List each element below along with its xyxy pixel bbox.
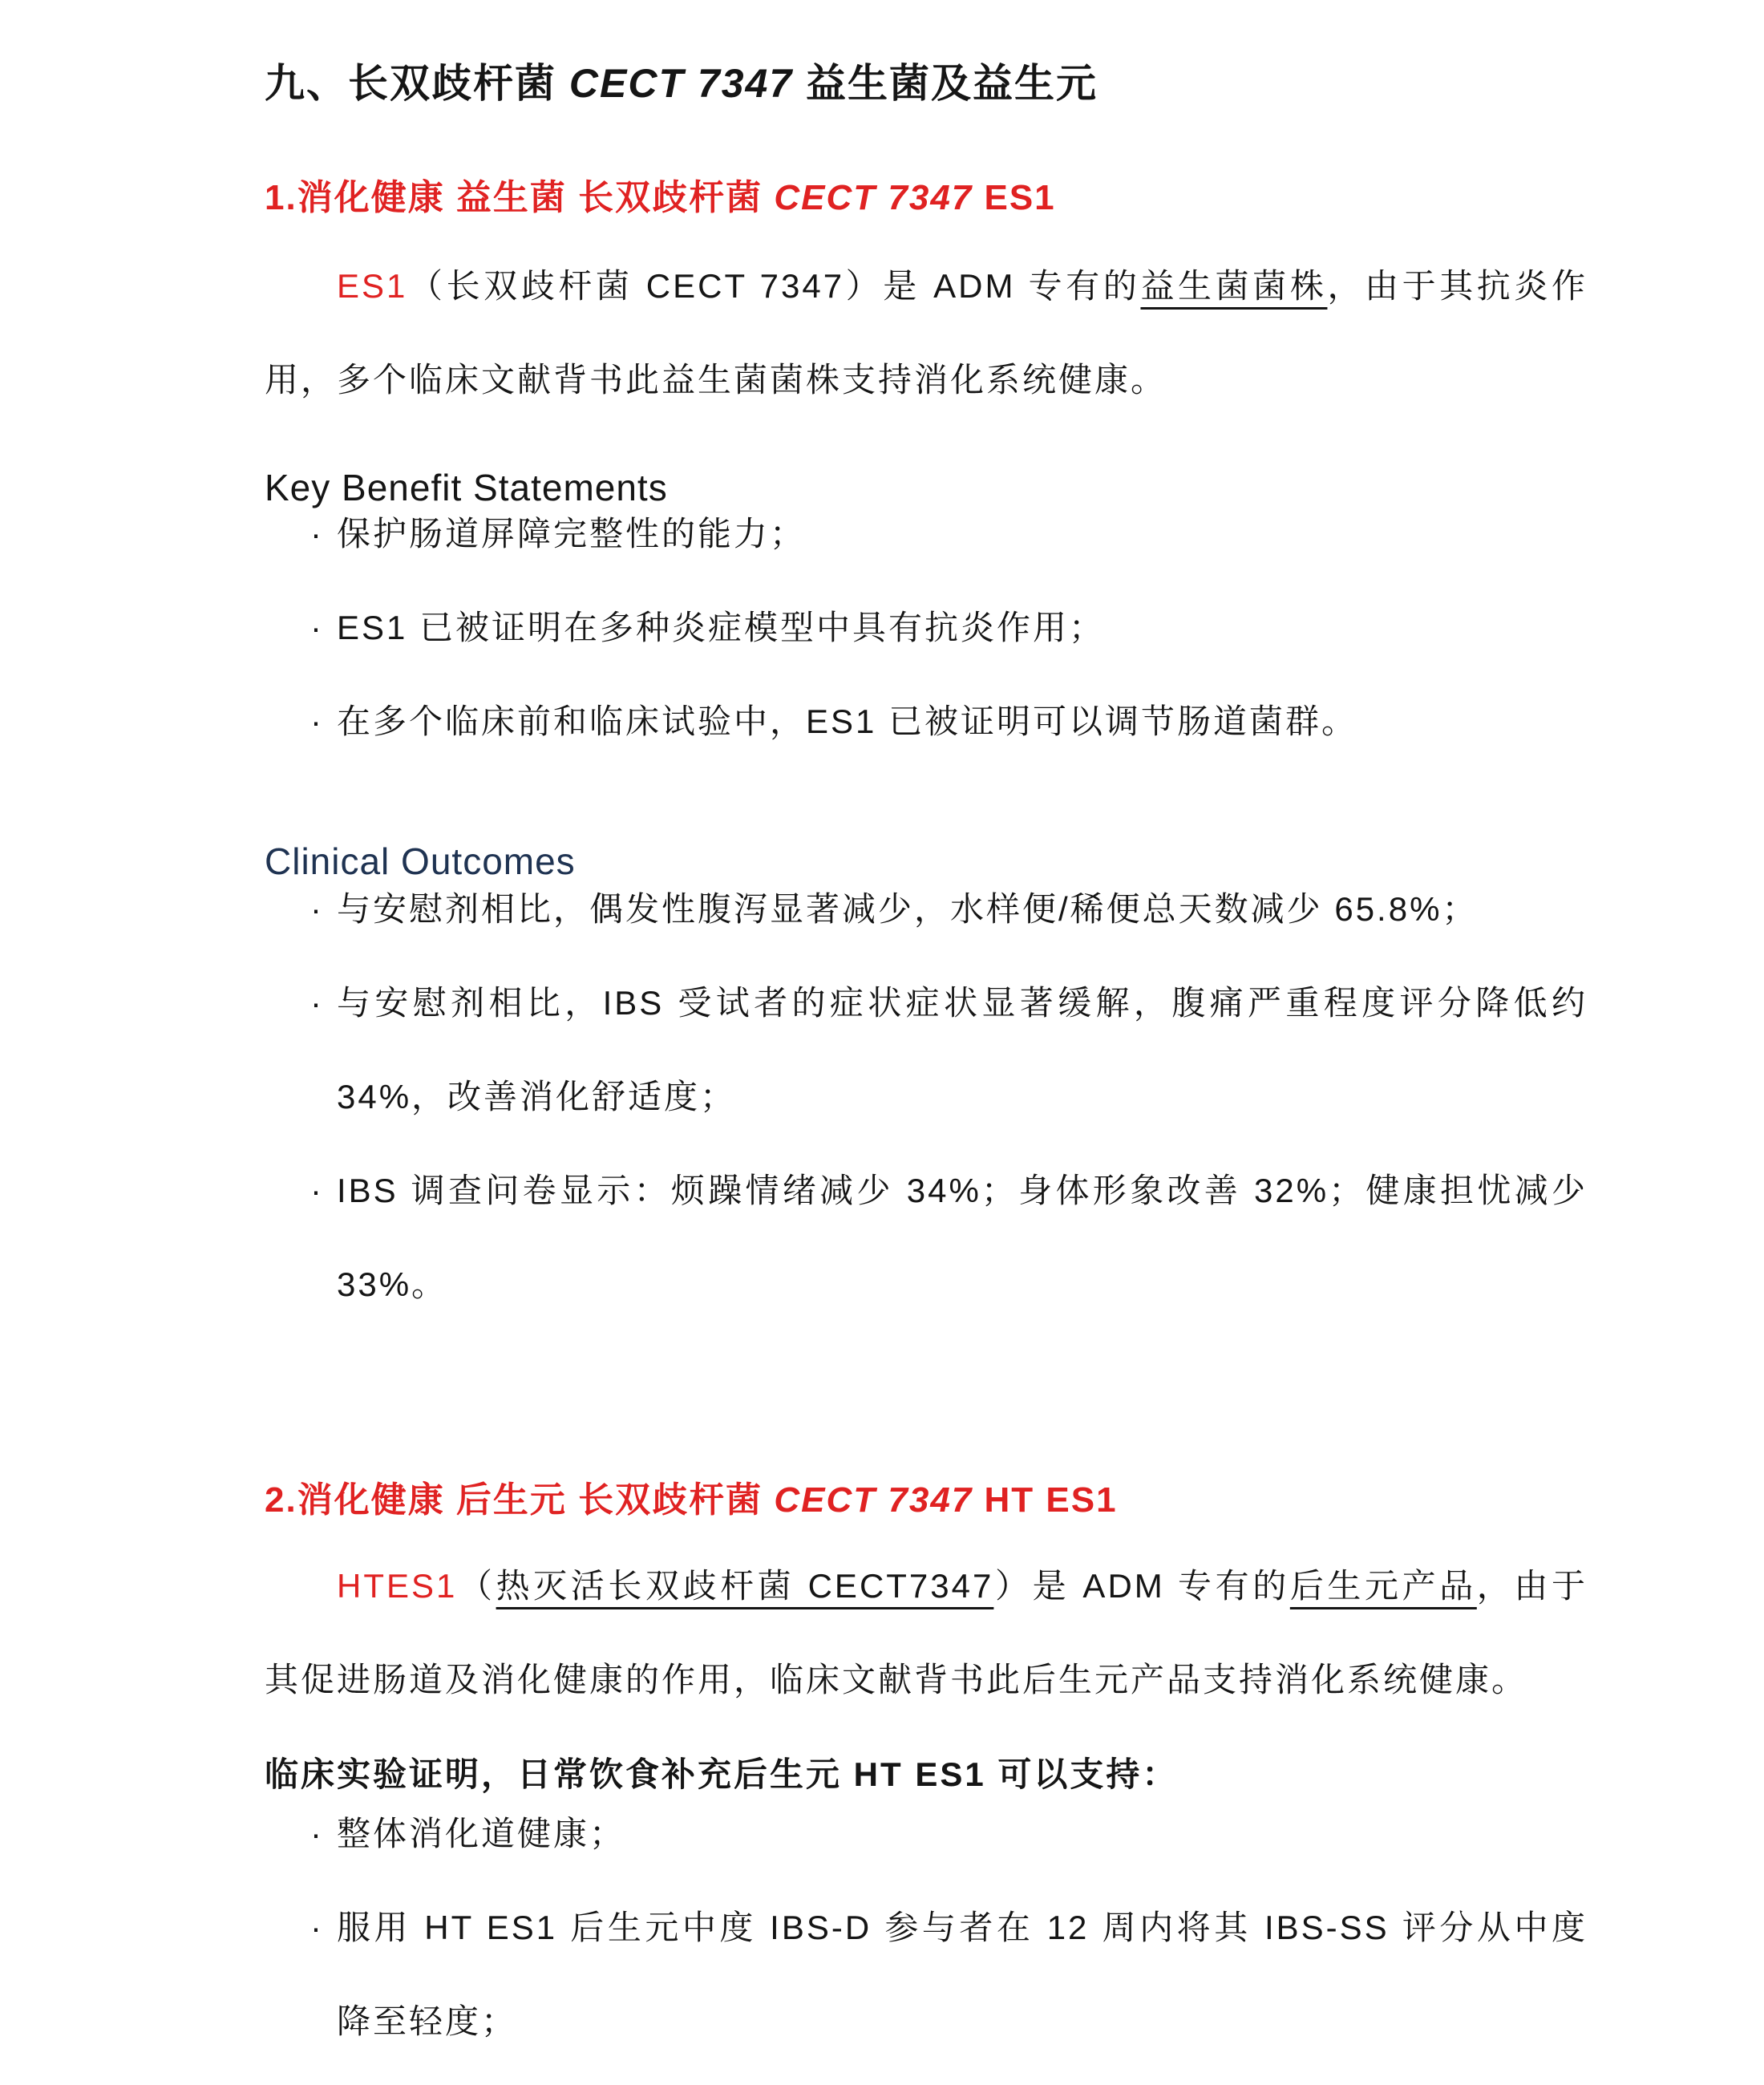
- list-item-text: 在多个临床前和临床试验中，ES1 已被证明可以调节肠道菌群。: [337, 702, 1358, 740]
- list-item: [265, 487, 1588, 581]
- key-benefit-heading: Key Benefit Statements: [265, 467, 668, 508]
- list-item: [265, 1881, 1588, 2068]
- text-segment: 九、长双歧杆菌: [265, 60, 569, 106]
- text-segment: CECT 7347: [774, 177, 973, 217]
- text-segment: 1.消化健康 益生菌 长双歧杆菌: [265, 177, 775, 217]
- bullet-marker: ·: [310, 890, 324, 928]
- list-item: [265, 1787, 1588, 1881]
- bullet-marker: ·: [310, 1172, 324, 1209]
- text-segment: CECT 7347: [774, 1480, 973, 1520]
- list-item-text: IBS 调查问卷显示：烦躁情绪减少 34%；身体形象改善 32%；健康担忧减少 33%。: [337, 1172, 1588, 1303]
- text-segment: ES1: [973, 177, 1056, 217]
- text-segment: CECT 7347: [568, 60, 794, 106]
- section2-intro-paragraph: [265, 1539, 1588, 1727]
- text-segment: ，由于其促进肠道及消化健康的作用，临床文献背书此后生元产品支持消化系统健康。: [265, 1567, 1588, 1698]
- bullet-marker: ·: [310, 702, 324, 740]
- text-segment: HTES1: [337, 1567, 458, 1605]
- text-segment: 益生菌及益生元: [793, 60, 1098, 106]
- section1-intro-paragraph: [265, 239, 1588, 427]
- text-segment: （: [457, 1567, 496, 1605]
- text-segment: 益生菌菌株: [1140, 267, 1328, 305]
- bullet-marker: ·: [310, 1815, 324, 1852]
- list-item: [265, 956, 1588, 1144]
- list-item: [265, 1144, 1588, 1331]
- section2-heading: [265, 1475, 1588, 1526]
- bullet-marker: ·: [310, 984, 324, 1022]
- text-segment: 后生元产品: [1289, 1567, 1477, 1605]
- list-item-text: 服用 HT ES1 后生元中度 IBS-D 参与者在 12 周内将其 IBS-SS 评分从中度降至轻度；: [337, 1909, 1588, 2040]
- text-segment: 2.消化健康 后生元 长双歧杆菌: [265, 1480, 775, 1520]
- list-item: [265, 674, 1588, 768]
- clinical-outcomes-list: [265, 862, 1588, 1331]
- key-benefit-list: [265, 487, 1588, 768]
- list-item-text: 与安慰剂相比，IBS 受试者的症状症状显著缓解，腹痛严重程度评分降低约 34%，改善消化舒适度；: [337, 984, 1588, 1115]
- list-item: [265, 581, 1588, 674]
- text-segment: ）是 ADM 专有的: [993, 1567, 1290, 1605]
- bullet-marker: ·: [310, 515, 324, 553]
- list-item-text: ES1 已被证明在多种炎症模型中具有抗炎作用；: [337, 609, 1106, 646]
- text-segment: HT ES1: [973, 1480, 1118, 1520]
- bullet-marker: ·: [310, 1909, 324, 1946]
- document-title: [265, 55, 1588, 111]
- clinical-outcomes-heading: Clinical Outcomes: [265, 840, 576, 882]
- text-segment: （长双歧杆菌 CECT 7347）是 ADM 专有的: [407, 267, 1141, 305]
- text-segment: ，由于其抗炎作用，多个临床文献背书此益生菌菌株支持消化系统健康。: [265, 267, 1588, 399]
- list-item: [265, 862, 1588, 956]
- bullet-marker: ·: [310, 609, 324, 646]
- section1-heading: [265, 172, 1588, 224]
- text-segment: ES1: [337, 267, 408, 305]
- section2-benefit-list: [265, 1787, 1588, 2068]
- list-item-text: 与安慰剂相比，偶发性腹泻显著减少，水样便/稀便总天数减少 65.8%；: [337, 890, 1479, 928]
- list-item-text: 保护肠道屏障完整性的能力；: [337, 515, 807, 553]
- list-item-text: 整体消化道健康；: [337, 1815, 626, 1852]
- text-segment: 热灭活长双歧杆菌 CECT7347: [496, 1567, 994, 1605]
- section2-claim-heading: 临床实验证明，日常饮食补充后生元 HT ES1 可以支持：: [265, 1755, 1179, 1793]
